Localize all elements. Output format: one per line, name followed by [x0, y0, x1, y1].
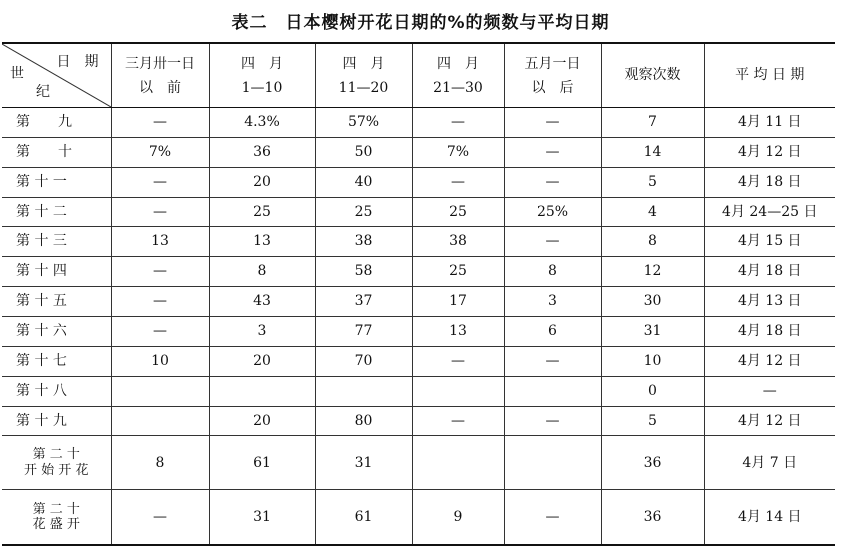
col-header-line1: 四 月	[342, 55, 385, 72]
avg-date-cell: 4月 24—25 日	[704, 197, 835, 227]
data-cell: 3	[209, 317, 315, 347]
count-cell: 5	[601, 167, 704, 197]
col-header-line1: 五月一日	[524, 55, 581, 72]
century-label: 第 九	[16, 114, 72, 131]
table-row	[2, 376, 835, 406]
col-header-apr-1-10	[209, 43, 315, 108]
table-title: 表二 日本樱树开花日期的%的频数与平均日期	[231, 13, 610, 33]
avg-date-cell: 4月 7 日	[704, 436, 835, 490]
data-cell: —	[504, 167, 601, 197]
col-header-apr-21-30	[412, 43, 504, 108]
century-label: 第 十 二	[16, 203, 67, 220]
avg-date-cell: 4月 18 日	[704, 257, 835, 287]
century-cell	[2, 197, 111, 227]
century-cell	[2, 317, 111, 347]
data-cell: —	[412, 167, 504, 197]
col-header-line1: 四 月	[241, 55, 283, 72]
data-cell	[315, 376, 412, 406]
century-cell	[2, 257, 111, 287]
century-label: 第 十 八	[16, 382, 67, 399]
corner-label-century-2: 纪	[36, 84, 50, 100]
col-header-line2: 以 后	[531, 79, 574, 96]
century-cell	[2, 137, 111, 167]
col-header-observation-count: 观察次数	[601, 43, 704, 108]
data-cell: 25%	[504, 197, 601, 227]
century-label: 第 十 一	[16, 173, 67, 190]
avg-date-cell: 4月 11 日	[704, 108, 835, 138]
data-cell: 61	[209, 436, 315, 490]
data-cell: 7%	[111, 137, 209, 167]
col-header-line1: 三月卅一日	[125, 55, 195, 72]
data-cell: 31	[209, 490, 315, 545]
table-row	[2, 287, 835, 317]
century-cell	[2, 406, 111, 436]
avg-date-cell: 4月 12 日	[704, 346, 835, 376]
century-cell	[2, 227, 111, 257]
data-cell: —	[504, 227, 601, 257]
data-cell: 40	[315, 167, 412, 197]
data-cell: —	[504, 406, 601, 436]
data-cell: —	[111, 197, 209, 227]
table-row	[2, 490, 835, 545]
count-cell: 30	[601, 287, 704, 317]
col-header-apr-11-20	[315, 43, 412, 108]
avg-date-cell: 4月 15 日	[704, 227, 835, 257]
data-cell: 6	[504, 317, 601, 347]
data-cell: 20	[209, 167, 315, 197]
century-label: 第 十 七	[16, 352, 67, 369]
data-cell: 36	[209, 137, 315, 167]
table-row	[2, 346, 835, 376]
col-header-before-mar31	[111, 43, 209, 108]
data-cell: 8	[111, 436, 209, 490]
century-cell	[2, 287, 111, 317]
table-row	[2, 227, 835, 257]
count-cell: 31	[601, 317, 704, 347]
table-row	[2, 137, 835, 167]
col-header-line2: 以 前	[139, 79, 181, 96]
century-label-line2: 开 始 开 花	[24, 462, 89, 478]
header-row	[2, 43, 835, 108]
century-label: 第 十 九	[16, 412, 67, 429]
century-label-line1: 第 二 十	[32, 501, 80, 517]
century-cell	[2, 376, 111, 406]
data-cell: —	[111, 257, 209, 287]
century-cell	[2, 490, 111, 545]
data-cell: 70	[315, 346, 412, 376]
data-cell: —	[111, 490, 209, 545]
data-cell: —	[111, 317, 209, 347]
avg-date-cell: 4月 18 日	[704, 317, 835, 347]
data-cell: —	[504, 137, 601, 167]
data-cell: 61	[315, 490, 412, 545]
corner-label-date: 日 期	[56, 54, 99, 70]
data-cell: 38	[315, 227, 412, 257]
col-header-average-date: 平 均 日 期	[704, 43, 835, 108]
data-cell: 38	[412, 227, 504, 257]
century-cell	[2, 167, 111, 197]
data-cell: —	[412, 108, 504, 138]
century-cell	[2, 436, 111, 490]
data-cell: 8	[504, 257, 601, 287]
count-cell: 12	[601, 257, 704, 287]
count-cell: 36	[601, 490, 704, 545]
count-cell: 4	[601, 197, 704, 227]
data-cell: —	[504, 108, 601, 138]
century-cell	[2, 346, 111, 376]
data-cell	[111, 406, 209, 436]
count-cell: 36	[601, 436, 704, 490]
data-cell: 9	[412, 490, 504, 545]
data-cell: 77	[315, 317, 412, 347]
data-cell: —	[111, 167, 209, 197]
century-label: 第 十 四	[16, 263, 67, 280]
avg-date-cell: 4月 12 日	[704, 406, 835, 436]
data-cell: 25	[209, 197, 315, 227]
avg-date-cell: 4月 13 日	[704, 287, 835, 317]
century-label-line1: 第 二 十	[32, 447, 80, 463]
data-cell: 25	[412, 197, 504, 227]
table-row	[2, 436, 835, 490]
century-label-line2: 花 盛 开	[32, 517, 80, 533]
data-cell	[504, 436, 601, 490]
corner-label-century-1: 世	[10, 66, 24, 82]
data-cell	[504, 376, 601, 406]
data-cell: 13	[111, 227, 209, 257]
data-cell	[412, 376, 504, 406]
data-cell: 25	[412, 257, 504, 287]
data-cell: 13	[412, 317, 504, 347]
corner-header	[2, 43, 111, 108]
century-cell	[2, 108, 111, 138]
avg-date-cell: 4月 18 日	[704, 167, 835, 197]
data-cell: 31	[315, 436, 412, 490]
count-cell: 5	[601, 406, 704, 436]
count-cell: 10	[601, 346, 704, 376]
data-cell: 37	[315, 287, 412, 317]
data-cell: 4.3%	[209, 108, 315, 138]
century-label: 第 十	[16, 143, 72, 160]
data-cell: 20	[209, 406, 315, 436]
data-cell: 43	[209, 287, 315, 317]
data-cell: 58	[315, 257, 412, 287]
count-cell: 0	[601, 376, 704, 406]
data-cell: 3	[504, 287, 601, 317]
data-cell: 80	[315, 406, 412, 436]
data-cell: 57%	[315, 108, 412, 138]
data-cell: —	[412, 406, 504, 436]
data-cell	[111, 376, 209, 406]
table-row	[2, 317, 835, 347]
data-cell	[412, 436, 504, 490]
col-header-line2: 21—30	[433, 79, 483, 96]
col-header-line1: 四 月	[437, 55, 479, 72]
avg-date-cell: 4月 12 日	[704, 137, 835, 167]
data-cell: 50	[315, 137, 412, 167]
col-header-line2: 1—10	[241, 79, 283, 96]
century-label: 第 十 三	[16, 233, 67, 250]
century-label: 第 十 五	[16, 293, 67, 310]
data-cell: 25	[315, 197, 412, 227]
century-label: 第 十 六	[16, 323, 67, 340]
table-row	[2, 257, 835, 287]
count-cell: 14	[601, 137, 704, 167]
data-cell: 13	[209, 227, 315, 257]
table-row	[2, 197, 835, 227]
count-cell: 8	[601, 227, 704, 257]
col-header-line2: 11—20	[338, 79, 389, 96]
data-cell: 17	[412, 287, 504, 317]
table-row	[2, 167, 835, 197]
data-cell: —	[111, 287, 209, 317]
count-cell: 7	[601, 108, 704, 138]
data-cell: 20	[209, 346, 315, 376]
data-cell: 10	[111, 346, 209, 376]
bloom-date-table	[2, 42, 835, 546]
avg-date-cell: —	[704, 376, 835, 406]
data-cell: —	[504, 346, 601, 376]
data-cell: —	[111, 108, 209, 138]
data-cell: —	[504, 490, 601, 545]
data-cell	[209, 376, 315, 406]
data-cell: —	[412, 346, 504, 376]
table-row	[2, 406, 835, 436]
data-cell: 7%	[412, 137, 504, 167]
col-header-after-may1	[504, 43, 601, 108]
table-row	[2, 108, 835, 138]
avg-date-cell: 4月 14 日	[704, 490, 835, 545]
data-cell: 8	[209, 257, 315, 287]
